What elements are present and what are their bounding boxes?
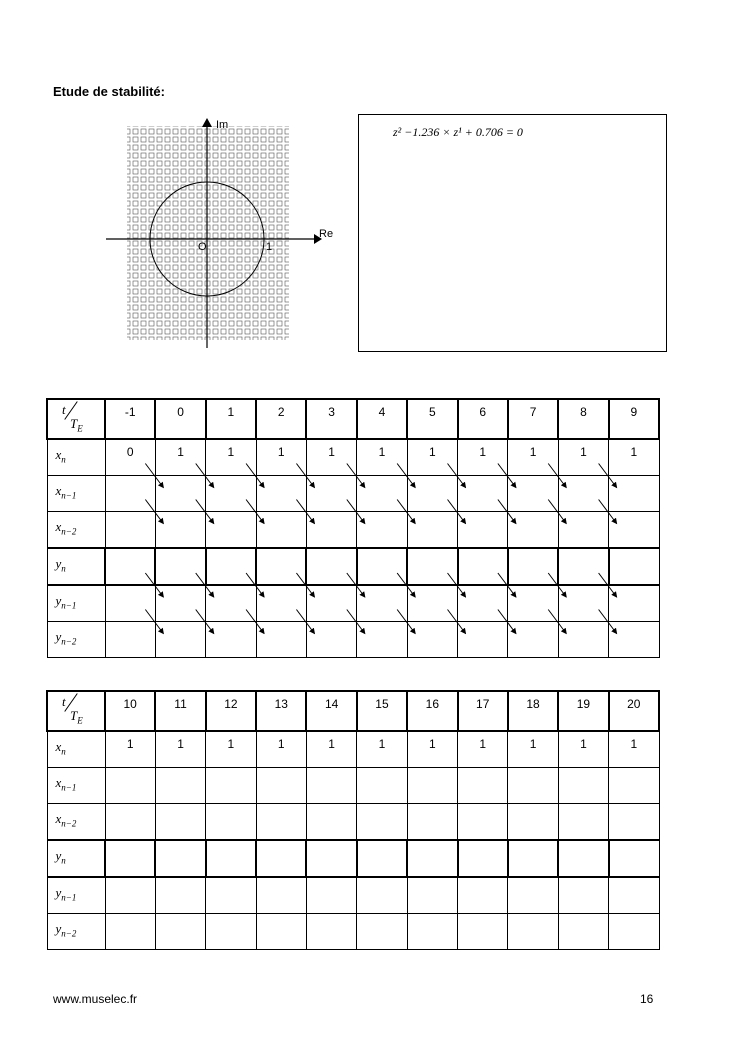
value-cell[interactable] (558, 548, 608, 585)
value-cell[interactable]: 1 (357, 439, 407, 476)
value-cell[interactable]: 1 (609, 439, 659, 476)
value-cell[interactable] (558, 768, 608, 804)
value-cell[interactable] (105, 622, 155, 658)
value-cell[interactable] (357, 622, 407, 658)
hatched-region (127, 126, 289, 340)
value-cell[interactable] (306, 768, 356, 804)
value-cell[interactable] (357, 804, 407, 841)
value-cell[interactable] (306, 548, 356, 585)
time-cell: 2 (256, 399, 306, 439)
value-cell[interactable] (508, 804, 558, 841)
value-cell[interactable]: 1 (357, 731, 407, 768)
time-cell: 6 (458, 399, 508, 439)
value-cell[interactable] (306, 512, 356, 549)
time-cell: 16 (407, 691, 457, 731)
value-cell[interactable] (458, 548, 508, 585)
value-cell[interactable] (155, 622, 205, 658)
value-cell[interactable]: 1 (407, 731, 457, 768)
value-cell[interactable] (609, 768, 659, 804)
value-cell[interactable] (407, 768, 457, 804)
time-cell: 5 (407, 399, 457, 439)
row-label: $x_n$ (47, 731, 105, 768)
value-cell[interactable] (609, 622, 659, 658)
value-cell[interactable] (206, 914, 256, 950)
value-cell[interactable] (407, 512, 457, 549)
value-cell[interactable] (256, 476, 306, 512)
value-cell[interactable] (206, 768, 256, 804)
value-cell[interactable] (105, 476, 155, 512)
value-cell[interactable] (206, 622, 256, 658)
value-cell[interactable] (306, 877, 356, 914)
value-cell[interactable] (407, 840, 457, 877)
time-cell: 12 (206, 691, 256, 731)
origin-label: O (198, 241, 207, 253)
value-cell[interactable] (458, 476, 508, 512)
value-cell[interactable]: 1 (105, 731, 155, 768)
time-header-row (47, 691, 659, 731)
value-cell[interactable] (407, 877, 457, 914)
value-cell[interactable]: 1 (206, 439, 256, 476)
time-cell: 4 (357, 399, 407, 439)
value-cell[interactable]: 1 (256, 731, 306, 768)
row-yn2 (47, 622, 659, 658)
value-cell[interactable]: 1 (155, 439, 205, 476)
value-cell[interactable] (256, 914, 306, 950)
value-cell[interactable] (407, 548, 457, 585)
value-cell[interactable] (105, 877, 155, 914)
row-label: $x_{n-1}$ (47, 768, 105, 804)
value-cell[interactable] (458, 840, 508, 877)
value-cell[interactable] (357, 585, 407, 622)
value-cell[interactable] (105, 840, 155, 877)
row-label: $x_n$ (47, 439, 105, 476)
value-cell[interactable] (558, 512, 608, 549)
value-cell[interactable] (609, 512, 659, 549)
value-cell[interactable] (306, 585, 356, 622)
value-cell[interactable] (306, 476, 356, 512)
value-cell[interactable] (609, 548, 659, 585)
row-label: $x_{n-2}$ (47, 804, 105, 841)
value-cell[interactable] (558, 585, 608, 622)
complex-plane (100, 112, 340, 352)
characteristic-equation: z² −1.236 × z¹ + 0.706 = 0 (393, 125, 523, 139)
value-cell[interactable] (256, 768, 306, 804)
value-cell[interactable] (256, 548, 306, 585)
value-cell[interactable] (105, 914, 155, 950)
value-cell[interactable] (558, 804, 608, 841)
row-xn1 (47, 476, 659, 512)
value-cell[interactable] (357, 768, 407, 804)
value-cell[interactable] (155, 768, 205, 804)
imag-axis-label: Im (216, 119, 229, 131)
value-cell[interactable] (558, 840, 608, 877)
value-cell[interactable] (458, 877, 508, 914)
row-xn2 (47, 512, 659, 549)
value-cell[interactable] (458, 585, 508, 622)
row-label: $y_{n-2}$ (47, 914, 105, 950)
time-cell: 20 (609, 691, 659, 731)
value-cell[interactable] (407, 622, 457, 658)
value-cell[interactable] (508, 622, 558, 658)
unit-label: 1 (266, 241, 273, 253)
time-cell: -1 (105, 399, 155, 439)
value-cell[interactable] (609, 585, 659, 622)
footer-site: www.muselec.fr (53, 992, 138, 1006)
value-cell[interactable] (256, 877, 306, 914)
row-label: $y_{n-1}$ (47, 877, 105, 914)
value-cell[interactable]: 1 (609, 731, 659, 768)
value-cell[interactable] (508, 914, 558, 950)
value-cell[interactable] (105, 512, 155, 549)
value-cell[interactable] (508, 877, 558, 914)
value-cell[interactable]: 1 (558, 439, 608, 476)
value-cell[interactable]: 1 (155, 731, 205, 768)
value-cell[interactable] (458, 512, 508, 549)
value-cell[interactable] (256, 840, 306, 877)
value-cell[interactable] (558, 877, 608, 914)
value-cell[interactable] (609, 476, 659, 512)
time-cell: 19 (558, 691, 608, 731)
time-cell: 0 (155, 399, 205, 439)
value-cell[interactable]: 1 (458, 439, 508, 476)
value-cell[interactable]: 1 (407, 439, 457, 476)
recurrence-table-2 (46, 690, 660, 950)
value-cell[interactable] (609, 914, 659, 950)
row-xn2 (47, 804, 659, 841)
section-title: Etude de stabilité: (53, 84, 165, 99)
value-cell[interactable] (458, 804, 508, 841)
value-cell[interactable] (256, 804, 306, 841)
value-cell[interactable]: 1 (306, 439, 356, 476)
value-cell[interactable] (105, 768, 155, 804)
value-cell[interactable] (155, 512, 205, 549)
value-cell[interactable] (407, 804, 457, 841)
row-label: $x_{n-1}$ (47, 476, 105, 512)
value-cell[interactable] (206, 840, 256, 877)
value-cell[interactable] (306, 804, 356, 841)
value-cell[interactable] (357, 840, 407, 877)
row-label: $y_n$ (47, 840, 105, 877)
value-cell[interactable] (609, 877, 659, 914)
value-cell[interactable] (407, 476, 457, 512)
value-cell[interactable] (407, 914, 457, 950)
time-cell: 9 (609, 399, 659, 439)
row-label: $y_{n-1}$ (47, 585, 105, 622)
value-cell[interactable] (558, 622, 608, 658)
row-xn1 (47, 768, 659, 804)
value-cell[interactable] (357, 877, 407, 914)
value-cell[interactable] (206, 804, 256, 841)
value-cell[interactable]: 1 (256, 439, 306, 476)
row-yn (47, 548, 659, 585)
value-cell[interactable] (105, 804, 155, 841)
footer-page-number: 16 (640, 992, 654, 1006)
value-cell[interactable] (609, 840, 659, 877)
frac-denominator: $T_E$ (70, 416, 83, 434)
time-cell: 15 (357, 691, 407, 731)
recurrence-table-1 (46, 398, 660, 658)
value-cell[interactable]: 0 (105, 439, 155, 476)
value-cell[interactable] (508, 512, 558, 549)
value-cell[interactable] (558, 476, 608, 512)
time-cell: 7 (508, 399, 558, 439)
row-label: $x_{n-2}$ (47, 512, 105, 549)
value-cell[interactable] (357, 512, 407, 549)
value-cell[interactable] (508, 840, 558, 877)
value-cell[interactable] (508, 768, 558, 804)
row-yn (47, 840, 659, 877)
value-cell[interactable] (105, 548, 155, 585)
value-cell[interactable] (256, 585, 306, 622)
value-cell[interactable] (105, 585, 155, 622)
real-axis-label: Re (319, 228, 334, 240)
imag-axis-arrow (202, 118, 212, 127)
value-cell[interactable] (256, 622, 306, 658)
row-xn (47, 439, 659, 476)
value-cell[interactable] (407, 585, 457, 622)
value-cell[interactable] (508, 585, 558, 622)
value-cell[interactable]: 1 (206, 731, 256, 768)
value-cell[interactable] (458, 768, 508, 804)
time-cell: 18 (508, 691, 558, 731)
frac-denominator: $T_E$ (70, 708, 83, 726)
value-cell[interactable] (155, 877, 205, 914)
value-cell[interactable] (357, 548, 407, 585)
time-cell: 1 (206, 399, 256, 439)
value-cell[interactable] (206, 548, 256, 585)
time-cell: 11 (155, 691, 205, 731)
row-xn (47, 731, 659, 768)
row-yn1 (47, 877, 659, 914)
equation-box (358, 114, 667, 352)
value-cell[interactable] (558, 914, 608, 950)
value-cell[interactable] (458, 622, 508, 658)
row-label: $y_n$ (47, 548, 105, 585)
time-header-label (47, 399, 105, 439)
value-cell[interactable] (155, 804, 205, 841)
value-cell[interactable] (256, 512, 306, 549)
time-cell: 13 (256, 691, 306, 731)
value-cell[interactable] (357, 914, 407, 950)
value-cell[interactable] (206, 476, 256, 512)
time-cell: 10 (105, 691, 155, 731)
time-cell: 14 (306, 691, 356, 731)
value-cell[interactable] (609, 804, 659, 841)
value-cell[interactable] (155, 840, 205, 877)
row-label: $y_{n-2}$ (47, 622, 105, 658)
time-cell: 17 (458, 691, 508, 731)
value-cell[interactable] (508, 476, 558, 512)
value-cell[interactable] (155, 476, 205, 512)
value-cell[interactable] (206, 512, 256, 549)
value-cell[interactable]: 1 (508, 439, 558, 476)
time-header-label (47, 691, 105, 731)
time-cell: 8 (558, 399, 608, 439)
value-cell[interactable]: 1 (558, 731, 608, 768)
time-cell: 3 (306, 399, 356, 439)
row-yn2 (47, 914, 659, 950)
value-cell[interactable]: 1 (306, 731, 356, 768)
value-cell[interactable] (155, 914, 205, 950)
value-cell[interactable] (508, 548, 558, 585)
value-cell[interactable] (306, 840, 356, 877)
value-cell[interactable]: 1 (458, 731, 508, 768)
value-cell[interactable] (206, 585, 256, 622)
value-cell[interactable] (155, 548, 205, 585)
frac-numerator: t (62, 694, 66, 709)
value-cell[interactable] (306, 914, 356, 950)
frac-numerator: t (62, 402, 66, 417)
value-cell[interactable] (458, 914, 508, 950)
value-cell[interactable] (155, 585, 205, 622)
value-cell[interactable] (357, 476, 407, 512)
row-yn1 (47, 585, 659, 622)
value-cell[interactable] (306, 622, 356, 658)
value-cell[interactable] (206, 877, 256, 914)
value-cell[interactable]: 1 (508, 731, 558, 768)
time-header-row (47, 399, 659, 439)
